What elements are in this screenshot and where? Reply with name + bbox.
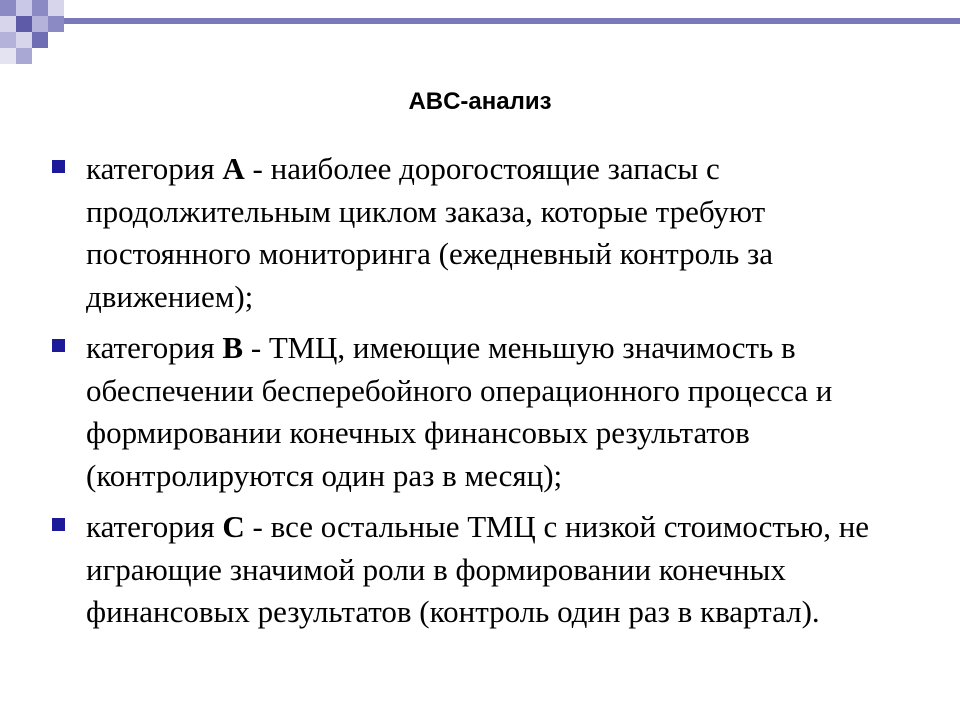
header-bar — [64, 18, 960, 24]
bullet-prefix: категория — [86, 151, 223, 186]
bullet-text: - наиболее дорогостоящие запасы с продолжительным циклом заказа, которые требуют постоянного мониторинга (ежедневный контроль за движением); — [86, 151, 774, 314]
bullet-item-category-a — [48, 148, 908, 318]
bullet-list — [48, 148, 908, 643]
square-bullet-icon — [52, 518, 65, 531]
corner-decoration — [0, 0, 64, 64]
slide-title: ABC-анализ — [408, 88, 552, 115]
category-letter: В — [222, 330, 244, 365]
bullet-item-category-b — [48, 327, 908, 497]
square-bullet-icon — [52, 160, 65, 173]
bullet-text: - все остальные ТМЦ с низкой стоимостью, не играющие значимой роли в формировании конечных финансовых результатов (контроль один раз в квартал). — [86, 509, 870, 629]
bullet-item-category-c — [48, 506, 908, 634]
bullet-prefix: категория — [86, 509, 223, 544]
bullet-text: - ТМЦ, имеющие меньшую значимость в обеспечении бесперебойного операционного процесса и формировании конечных финансовых результатов (контролируются один раз в месяц); — [86, 330, 833, 493]
bullet-prefix: категория — [86, 330, 223, 365]
category-letter: А — [222, 151, 245, 186]
category-letter: С — [222, 509, 245, 544]
square-bullet-icon — [52, 339, 65, 352]
